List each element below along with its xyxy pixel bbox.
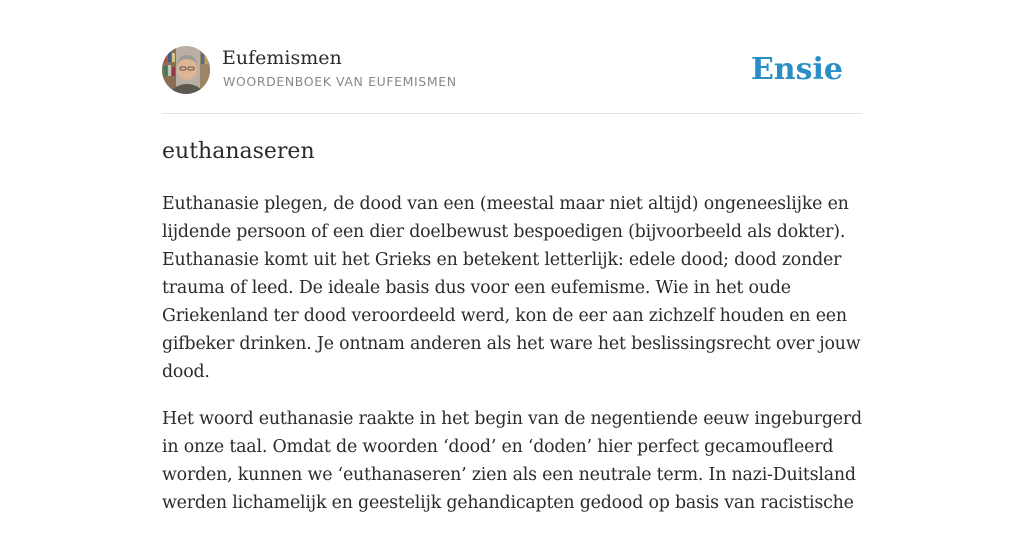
blog-subtitle: WOORDENBOEK VAN EUFEMISMEN xyxy=(223,74,457,89)
page xyxy=(162,0,862,512)
header-divider xyxy=(162,113,862,114)
post-paragraph: Het woord euthanasie raakte in het begin van de negentiende eeuw ingeburgerd in onze taal. Omdat de woorden ‘dood’ en ‘doden’ hier perfect gecamoufleerd worden, kunnen we ‘euthanaseren’ zien als een neutrale term. In nazi-Duitsland werden lichamelijk en geestelijk gehandicapten gedood op basis van racistische xyxy=(162,409,862,513)
ensie-logo[interactable]: Ensie xyxy=(750,52,843,87)
post-body xyxy=(162,190,862,536)
site-header xyxy=(162,46,862,96)
portrait-image xyxy=(162,46,210,94)
post-paragraph: Euthanasie plegen, de dood van een (meestal maar niet altijd) ongeneeslijke en lijdende persoon of een dier doelbewust bespoedigen (bijvoorbeeld als dokter). Euthanasie komt uit het Grieks en betekent letterlijk: edele dood; dood zonder trauma of leed. De ideale basis dus voor een eufemisme. Wie in het oude Griekenland ter dood veroordeeld werd, kon de eer aan zichzelf houden en een gifbeker drinken. Je ontnam anderen als het ware het beslissingsrecht over jouw dood. xyxy=(162,194,861,382)
blog-name[interactable]: Eufemismen xyxy=(222,47,342,69)
author-avatar[interactable] xyxy=(162,46,210,94)
post-title: euthanaseren xyxy=(162,139,315,164)
